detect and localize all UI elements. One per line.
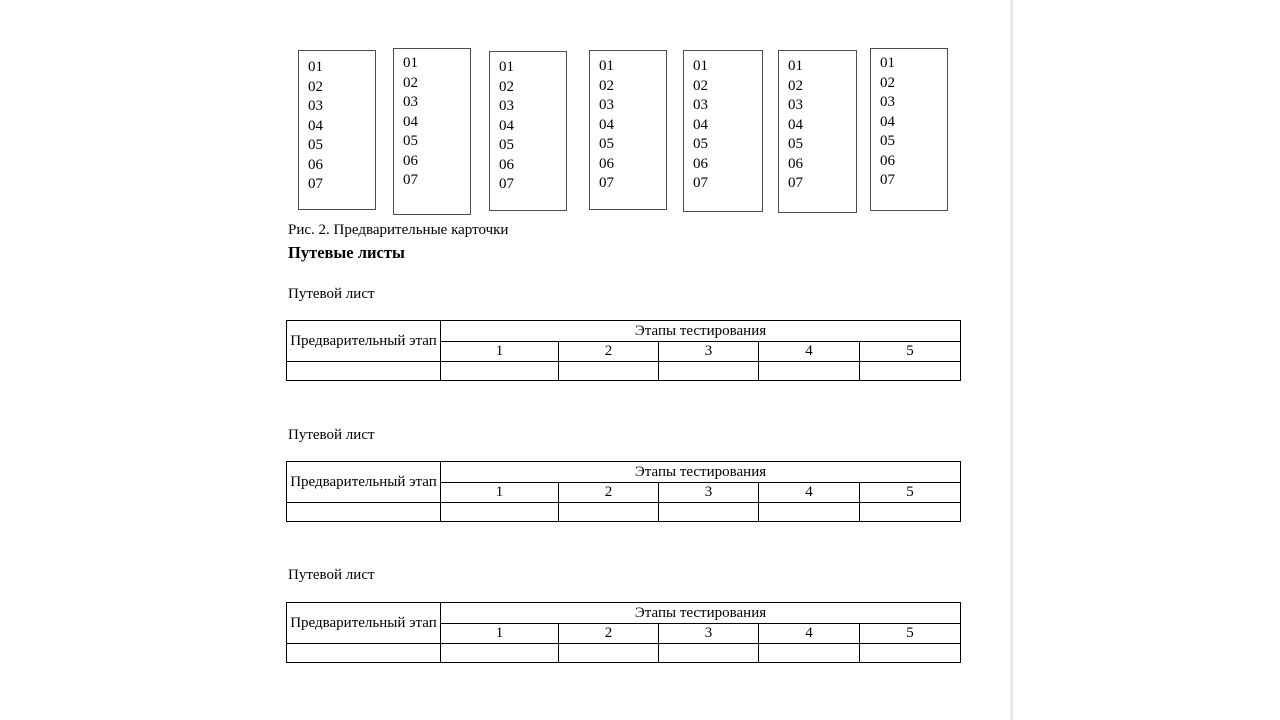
- stages-group-header-cell: Этапы тестирования: [441, 603, 961, 624]
- card-number: 02: [308, 78, 323, 95]
- empty-cell: [287, 362, 441, 381]
- card-number: 03: [403, 94, 418, 110]
- card-number: 04: [403, 113, 418, 130]
- figure-caption: Рис. 2. Предварительные карточки: [288, 222, 509, 238]
- card-number: 06: [499, 156, 514, 173]
- stage-number-cell: 2: [559, 624, 659, 644]
- card-number: 03: [880, 94, 895, 110]
- empty-cell: [759, 644, 860, 663]
- card-number: 03: [499, 98, 514, 114]
- stage-number-cell: 4: [759, 624, 860, 644]
- section-heading: Путевые листы: [288, 243, 405, 262]
- preliminary-card: [298, 50, 376, 210]
- stage-number-cell: 5: [860, 624, 961, 644]
- stage-number-cell: 3: [659, 483, 759, 503]
- card-number: 02: [880, 74, 895, 91]
- empty-cell: [441, 644, 559, 663]
- route-sheet-table: [286, 461, 961, 522]
- card-number: 05: [693, 136, 708, 152]
- stage-number-cell: 5: [860, 342, 961, 362]
- stage-number-cell: 4: [759, 483, 860, 503]
- empty-cell: [559, 644, 659, 663]
- card-number: 01: [599, 58, 614, 74]
- stages-group-header-cell: Этапы тестирования: [441, 321, 961, 342]
- card-number: 05: [499, 137, 514, 153]
- route-sheet-table: [286, 320, 961, 381]
- card-number: 06: [693, 155, 708, 172]
- empty-cell: [659, 644, 759, 663]
- card-number: 02: [599, 77, 614, 94]
- card-number: 02: [788, 77, 803, 94]
- card-number: 01: [499, 59, 514, 75]
- card-number: 02: [403, 74, 418, 91]
- card-number: 02: [499, 78, 514, 95]
- card-number: 07: [499, 176, 514, 192]
- card-number: 04: [599, 116, 614, 133]
- preliminary-stage-header-cell: Предварительный этап: [287, 462, 441, 503]
- empty-cell: [860, 362, 961, 381]
- card-number: 02: [693, 77, 708, 94]
- stage-number-cell: 1: [441, 624, 559, 644]
- preliminary-card: [589, 50, 667, 210]
- card-number: 07: [308, 176, 323, 192]
- preliminary-card: [489, 51, 567, 211]
- empty-cell: [559, 362, 659, 381]
- route-sheet-label: Путевой лист: [288, 427, 375, 443]
- stage-number-cell: 5: [860, 483, 961, 503]
- empty-cell: [659, 362, 759, 381]
- card-number: 03: [693, 97, 708, 113]
- card-number: 01: [308, 59, 323, 75]
- card-number: 03: [308, 98, 323, 114]
- stage-number-cell: 3: [659, 624, 759, 644]
- empty-cell: [759, 362, 860, 381]
- card-number: 07: [403, 172, 418, 188]
- empty-cell: [287, 644, 441, 663]
- card-number: 05: [599, 136, 614, 152]
- card-number: 01: [880, 55, 895, 71]
- card-number: 05: [880, 133, 895, 149]
- empty-cell: [559, 503, 659, 522]
- route-sheet-label: Путевой лист: [288, 567, 375, 583]
- card-number: 05: [788, 136, 803, 152]
- route-sheet-label: Путевой лист: [288, 286, 375, 302]
- card-number: 05: [308, 137, 323, 153]
- preliminary-stage-header-cell: Предварительный этап: [287, 603, 441, 644]
- empty-cell: [659, 503, 759, 522]
- stage-number-cell: 4: [759, 342, 860, 362]
- card-number: 07: [788, 175, 803, 191]
- card-number: 03: [788, 97, 803, 113]
- card-number: 03: [599, 97, 614, 113]
- stage-number-cell: 2: [559, 342, 659, 362]
- card-number: 06: [403, 152, 418, 169]
- preliminary-card: [393, 48, 471, 215]
- card-number: 04: [788, 116, 803, 133]
- empty-cell: [441, 362, 559, 381]
- stage-number-cell: 2: [559, 483, 659, 503]
- card-number: 04: [880, 113, 895, 130]
- card-number: 01: [403, 55, 418, 71]
- card-number: 06: [599, 155, 614, 172]
- stage-number-cell: 1: [441, 483, 559, 503]
- card-number: 07: [599, 175, 614, 191]
- empty-cell: [441, 503, 559, 522]
- page-edge-divider: [1010, 0, 1013, 720]
- preliminary-card: [778, 50, 857, 213]
- stage-number-cell: 3: [659, 342, 759, 362]
- card-number: 01: [788, 58, 803, 74]
- preliminary-card: [683, 50, 763, 212]
- card-number: 04: [499, 117, 514, 134]
- card-number: 05: [403, 133, 418, 149]
- preliminary-stage-header-cell: Предварительный этап: [287, 321, 441, 362]
- card-number: 07: [693, 175, 708, 191]
- empty-cell: [860, 503, 961, 522]
- preliminary-card: [870, 48, 948, 211]
- stage-number-cell: 1: [441, 342, 559, 362]
- card-number: 04: [308, 117, 323, 134]
- card-number: 01: [693, 58, 708, 74]
- empty-cell: [759, 503, 860, 522]
- card-number: 06: [880, 152, 895, 169]
- card-number: 06: [788, 155, 803, 172]
- card-number: 06: [308, 156, 323, 173]
- empty-cell: [860, 644, 961, 663]
- card-number: 07: [880, 172, 895, 188]
- card-number: 04: [693, 116, 708, 133]
- empty-cell: [287, 503, 441, 522]
- stages-group-header-cell: Этапы тестирования: [441, 462, 961, 483]
- route-sheet-table: [286, 602, 961, 663]
